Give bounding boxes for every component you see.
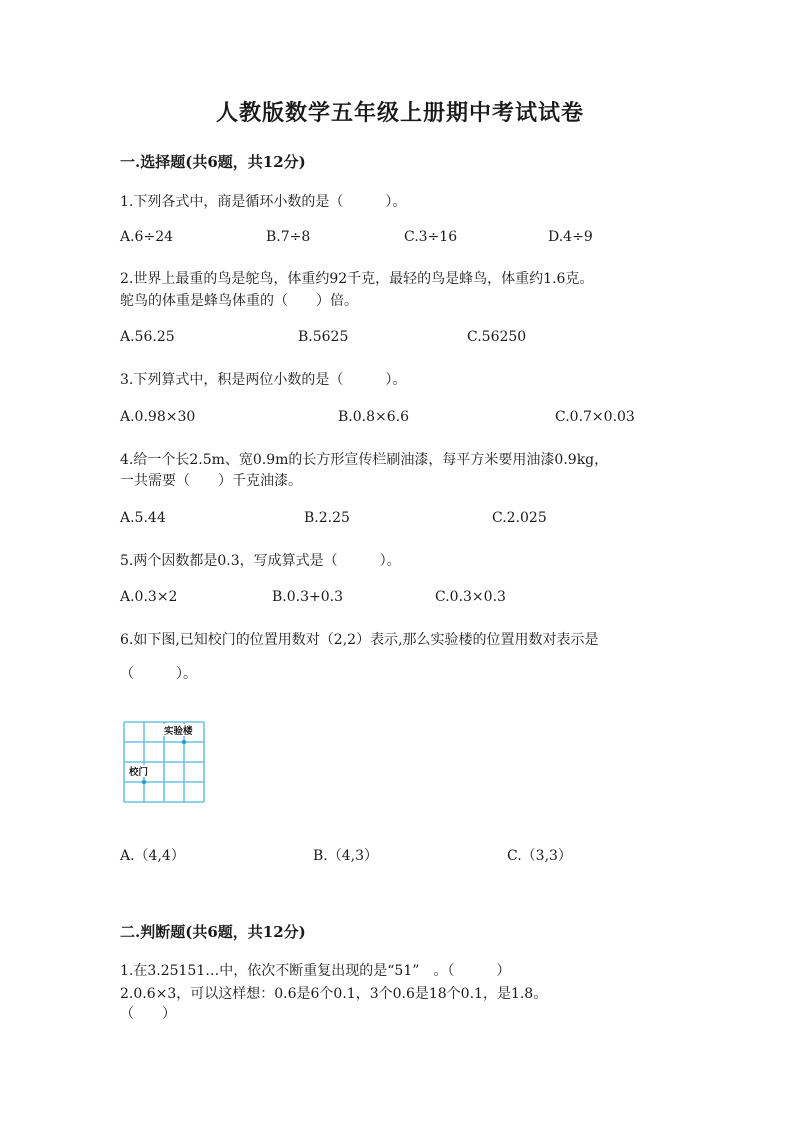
coordinate-grid-figure [123,721,205,803]
question-2-option-c[interactable]: C.56250 [467,329,527,345]
question-5-option-a[interactable]: A.0.3×2 [120,589,178,605]
question-1-option-a[interactable]: A.6÷24 [120,229,174,245]
question-5-option-b[interactable]: B.0.3+0.3 [272,589,343,605]
question-1-option-d[interactable]: D.4÷9 [548,229,593,245]
question-2-option-b[interactable]: B.5625 [298,329,349,345]
question-2-option-a[interactable]: A.56.25 [120,329,175,345]
judgement-2-text-line-1: 2.0.6×3，可以这样想：0.6是6个0.1，3个0.6是18个0.1，是1.8。 [120,986,548,1002]
question-6-option-a[interactable]: A.（4,4） [120,848,185,864]
section-heading-choice: 一.选择题(共6题，共12分) [120,153,306,171]
question-3-option-c[interactable]: C.0.7×0.03 [555,409,635,425]
gate-point [142,780,146,784]
judgement-2-text-line-2: （ ） [120,1006,176,1022]
question-6-text-line-2: （ ）。 [120,666,197,682]
question-4-text-line-2: 一共需要（ ）千克油漆。 [120,473,302,489]
question-2-text-line-1: 2.世界上最重的鸟是鸵鸟，体重约92千克，最轻的鸟是蜂鸟，体重约1.6克。 [120,271,594,287]
question-6-option-b[interactable]: B.（4,3） [313,848,379,864]
question-3-option-a[interactable]: A.0.98×30 [120,409,196,425]
gate-label: 校门 [129,767,149,778]
question-1-text: 1.下列各式中，商是循环小数的是（ ）。 [120,194,407,210]
coordinate-grid [123,721,205,803]
question-4-option-c[interactable]: C.2.025 [492,510,547,526]
question-3-text: 3.下列算式中，积是两位小数的是（ ）。 [120,372,407,388]
section-heading-judgement: 二.判断题(共6题，共12分) [120,923,306,941]
question-6-text-line-1: 6.如下图,已知校门的位置用数对（2,2）表示,那么实验楼的位置用数对表示是 [120,632,599,648]
judgement-1-text: 1.在3.25151…中，依次不断重复出现的是“51” 。（ ） [120,963,511,979]
question-6-option-c[interactable]: C.（3,3） [507,848,572,864]
question-4-option-a[interactable]: A.5.44 [120,510,166,526]
question-1-option-c[interactable]: C.3÷16 [404,229,458,245]
question-5-option-c[interactable]: C.0.3×0.3 [435,589,506,605]
question-3-option-b[interactable]: B.0.8×6.6 [338,409,409,425]
page-title: 人教版数学五年级上册期中考试试卷 [215,100,584,126]
question-2-text-line-2: 鸵鸟的体重是蜂鸟体重的（ ）倍。 [120,293,358,309]
question-1-option-b[interactable]: B.7÷8 [266,229,311,245]
question-5-text: 5.两个因数都是0.3，写成算式是（ ）。 [120,553,401,569]
lab-point [182,740,186,744]
question-4-option-b[interactable]: B.2.25 [304,510,350,526]
question-4-text-line-1: 4.给一个长2.5m、宽0.9m的长方形宣传栏刷油漆，每平方米要用油漆0.9kg， [120,452,609,468]
lab-label: 实验楼 [164,726,193,737]
